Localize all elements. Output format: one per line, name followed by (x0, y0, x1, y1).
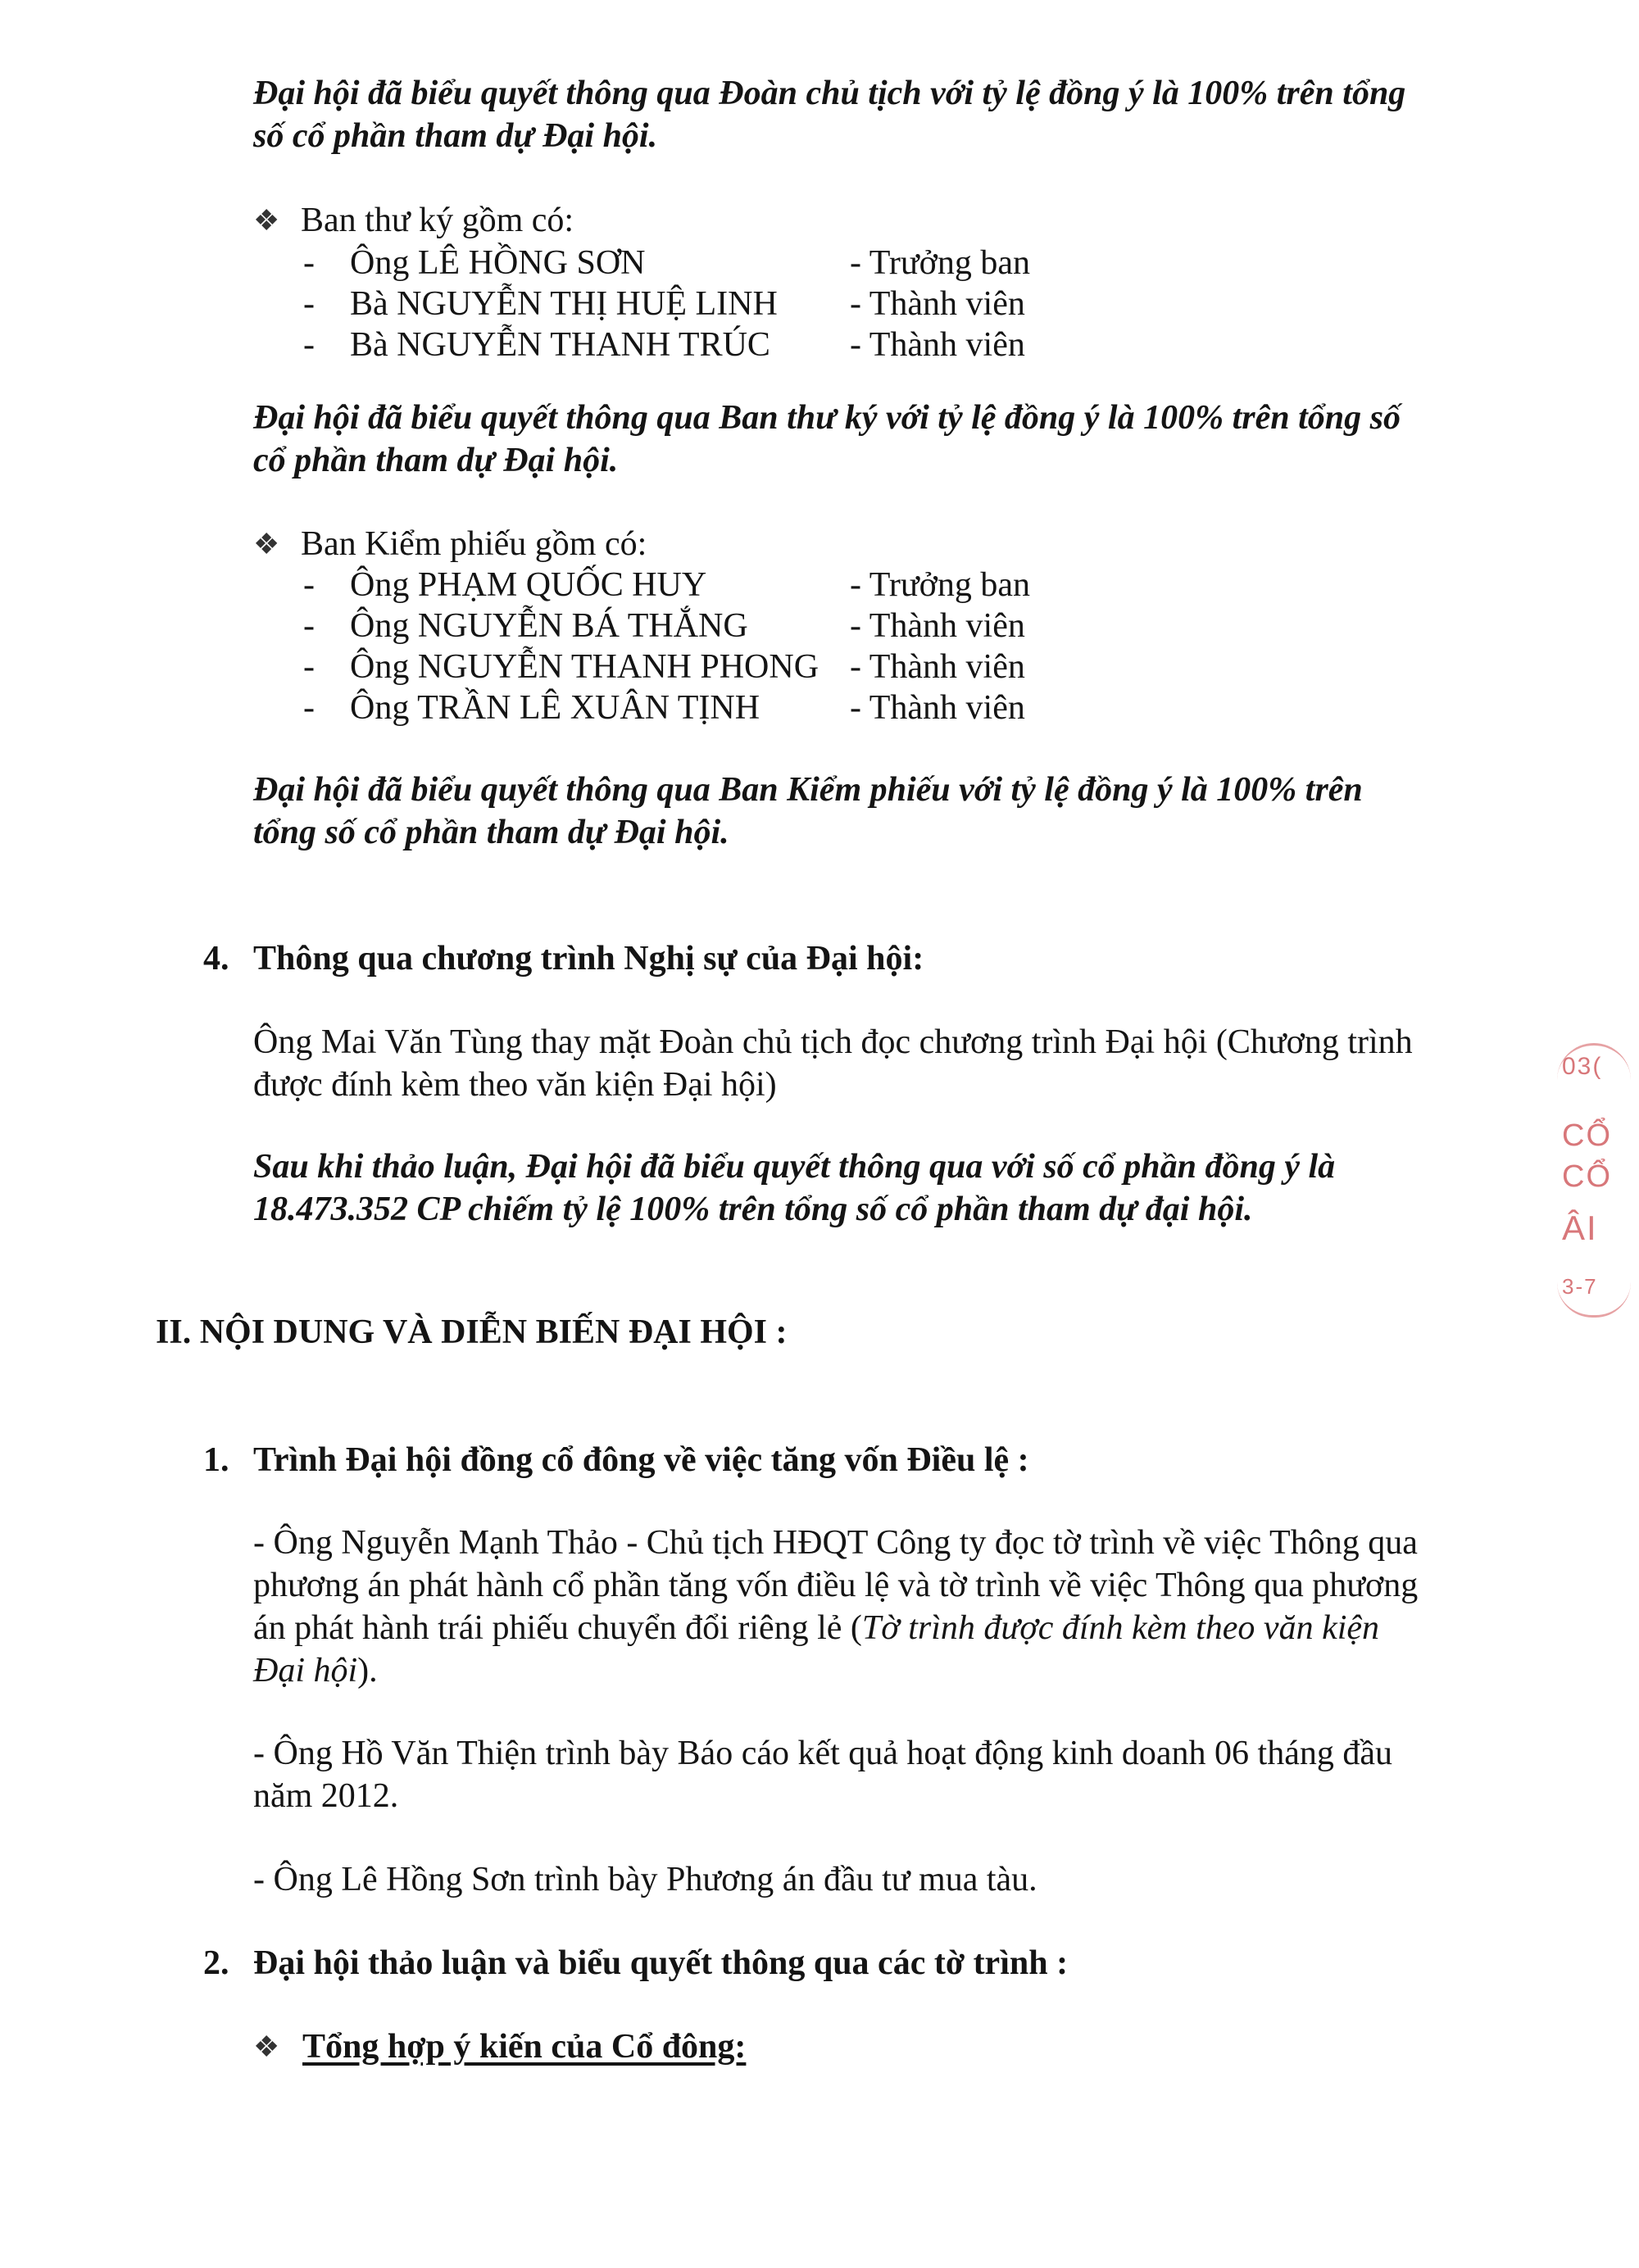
counting-vote-line: tổng số cổ phần tham dự Đại hội. (253, 814, 729, 851)
item1-paragraph-line (253, 1607, 1379, 1649)
section-heading: II. NỘI DUNG VÀ DIỄN BIẾN ĐẠI HỘI : (156, 1313, 788, 1351)
member-name: Ông PHẠM QUỐC HUY (350, 566, 707, 604)
member-name: Ông TRẦN LÊ XUÂN TỊNH (350, 689, 760, 727)
member-role: - Thành viên (850, 326, 1025, 364)
item1-paragraph-line (253, 1649, 378, 1692)
stamp-fragment: 03( (1562, 1053, 1603, 1080)
item-number: 4. (203, 940, 229, 978)
counting-vote-line: Đại hội đã biểu quyết thông qua Ban Kiểm phiếu với tỷ lệ đồng ý là 100% trên (253, 771, 1363, 809)
item1-heading: Trình Đại hội đồng cổ đông về việc tăng vốn Điều lệ : (253, 1441, 1029, 1479)
list-dash: - (303, 607, 315, 645)
stamp-fragment: CỔ (1562, 1118, 1612, 1153)
diamond-bullet-icon: ❖ (253, 2030, 280, 2063)
stamp-fragment: CỔ (1562, 1159, 1612, 1194)
item2-subheading: Tổng hợp ý kiến của Cổ đông: (302, 2028, 747, 2066)
member-role: - Thành viên (850, 648, 1025, 686)
item4-result-line: Sau khi thảo luận, Đại hội đã biểu quyết thông qua với số cổ phần đồng ý là (253, 1148, 1336, 1186)
list-dash: - (303, 566, 315, 604)
member-role: - Thành viên (850, 285, 1025, 323)
item-number: 1. (203, 1441, 229, 1479)
list-dash: - (303, 285, 315, 323)
stamp-fragment: 3-7 (1562, 1274, 1598, 1299)
company-seal-stamp (1532, 1036, 1631, 1348)
diamond-bullet-icon: ❖ (253, 528, 280, 560)
presidium-vote-line: số cổ phần tham dự Đại hội. (253, 117, 658, 155)
item-number: 2. (203, 1944, 229, 1982)
item1-paragraph-line: phương án phát hành cổ phần tăng vốn điều lệ và tờ trình về việc Thông qua phương (253, 1567, 1419, 1604)
diamond-bullet-icon: ❖ (253, 204, 280, 237)
counting-heading: Ban Kiểm phiếu gồm có: (301, 525, 647, 563)
list-dash: - (303, 648, 315, 686)
list-dash: - (303, 244, 315, 282)
member-name: Bà NGUYỄN THANH TRÚC (350, 326, 770, 364)
secretariat-heading: Ban thư ký gồm có: (301, 202, 574, 239)
member-role: - Trưởng ban (850, 244, 1031, 282)
member-role: - Thành viên (850, 607, 1025, 645)
member-role: - Thành viên (850, 689, 1025, 727)
text-run-italic: Tờ trình được đính kèm theo văn kiện (861, 1609, 1380, 1647)
item4-paragraph-line: Ông Mai Văn Tùng thay mặt Đoàn chủ tịch đọc chương trình Đại hội (Chương trình (253, 1023, 1413, 1061)
secretariat-vote-line: cổ phần tham dự Đại hội. (253, 442, 619, 479)
item4-heading: Thông qua chương trình Nghị sự của Đại hội: (253, 940, 924, 978)
member-role: - Trưởng ban (850, 566, 1031, 604)
member-name: Ông LÊ HỒNG SƠN (350, 244, 646, 282)
text-run: ). (357, 1652, 378, 1690)
list-dash: - (303, 689, 315, 727)
item1-paragraph-line: - Ông Lê Hồng Sơn trình bày Phương án đầu tư mua tàu. (253, 1861, 1037, 1898)
member-name: Bà NGUYỄN THỊ HUỆ LINH (350, 285, 778, 323)
secretariat-vote-line: Đại hội đã biểu quyết thông qua Ban thư ký với tỷ lệ đồng ý là 100% trên tổng số (253, 399, 1401, 437)
item4-result-line: 18.473.352 CP chiếm tỷ lệ 100% trên tổng số cổ phần tham dự đại hội. (253, 1191, 1253, 1228)
list-dash: - (303, 326, 315, 364)
stamp-fragment: ÂI (1562, 1209, 1598, 1247)
item1-paragraph-line: - Ông Nguyễn Mạnh Thảo - Chủ tịch HĐQT Công ty đọc tờ trình về việc Thông qua (253, 1524, 1418, 1562)
member-name: Ông NGUYỄN THANH PHONG (350, 648, 820, 686)
item2-heading: Đại hội thảo luận và biểu quyết thông qua các tờ trình : (253, 1944, 1069, 1982)
text-run: án phát hành trái phiếu chuyển đổi riêng lẻ ( (253, 1609, 862, 1647)
text-run-italic: Đại hội (253, 1652, 358, 1690)
item4-paragraph-line: được đính kèm theo văn kiện Đại hội) (253, 1066, 777, 1104)
stamp-arc (1557, 1282, 1631, 1318)
item1-paragraph-line: năm 2012. (253, 1777, 399, 1815)
member-name: Ông NGUYỄN BÁ THẮNG (350, 607, 748, 645)
item1-paragraph-line: - Ông Hồ Văn Thiện trình bày Báo cáo kết quả hoạt động kinh doanh 06 tháng đầu (253, 1735, 1392, 1772)
presidium-vote-line: Đại hội đã biểu quyết thông qua Đoàn chủ tịch với tỷ lệ đồng ý là 100% trên tổng (253, 75, 1406, 112)
